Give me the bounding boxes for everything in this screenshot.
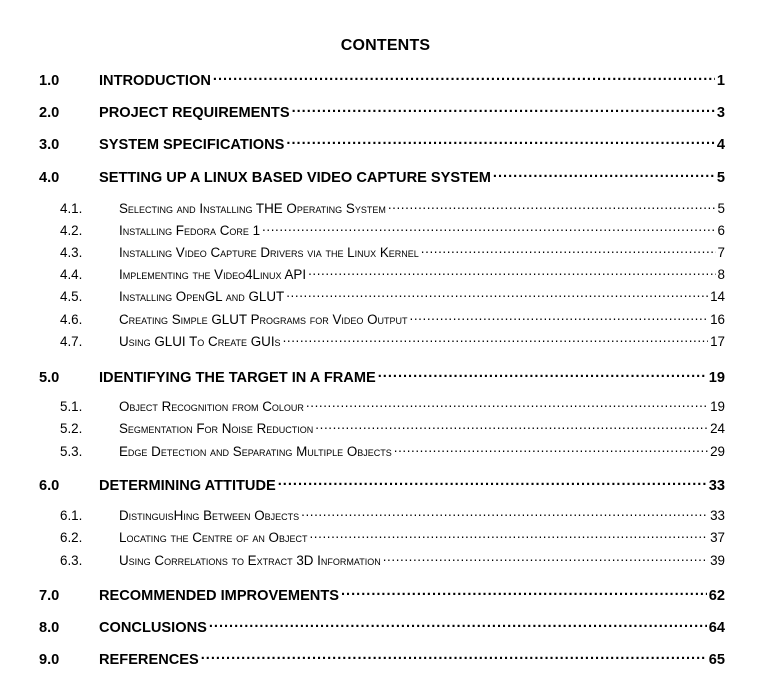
toc-entry-number: 1.0 [39,72,60,89]
dot-leader [378,367,707,382]
toc-entry-title: DETERMINING ATTITUDE [99,477,276,494]
dot-leader [292,102,715,117]
dot-leader [278,475,707,490]
toc-subentry[interactable] [60,266,725,283]
dot-leader [262,222,716,235]
toc-entry-page: 6 [717,223,725,239]
toc-subentry[interactable] [60,222,725,239]
toc-entry-page: 14 [710,289,725,305]
toc-entry-number: 3.0 [39,136,60,153]
toc-entry-title: Implementing the Video4Linux API [119,267,307,283]
toc-entry-title: REFERENCES [99,651,199,668]
dot-leader [308,266,715,279]
toc-entry-number: 4.1. [60,201,83,217]
toc-title: CONTENTS [340,37,431,54]
toc-entry-number: 4.5. [60,289,83,305]
dot-leader [201,649,707,664]
dot-leader [283,333,709,346]
toc-entry-number: 6.3. [60,553,83,569]
toc-subentry[interactable] [60,333,725,350]
toc-entry[interactable] [39,167,725,187]
toc-entry[interactable] [39,649,725,669]
toc-entry-page: 1 [716,72,725,89]
toc-entry-page: 37 [710,530,725,546]
toc-entry-number: 6.1. [60,508,83,524]
toc-entry-title: Edge Detection and Separating Multiple Objects [119,444,392,460]
toc-subentry[interactable] [60,529,725,546]
toc-subentry[interactable] [60,398,725,415]
toc-entry-title: Using Correlations to Extract 3D Information [119,553,381,569]
toc-entry-title: Selecting and Installing THE Operating System [119,201,386,217]
toc-entry-title: RECOMMENDED IMPROVEMENTS [99,587,339,604]
toc-entry-title: SETTING UP A LINUX BASED VIDEO CAPTURE SYSTEM [99,169,491,186]
dot-leader [309,529,708,542]
dot-leader [383,552,708,565]
toc-entry-number: 5.0 [39,369,60,386]
toc-subentry[interactable] [60,420,725,437]
dot-leader [315,420,708,433]
toc-entry-number: 4.0 [39,169,60,186]
toc-entry-page: 19 [710,399,725,415]
toc-subentry[interactable] [60,443,725,460]
toc-entry-page: 62 [708,587,725,604]
toc-subentry[interactable] [60,288,725,305]
toc-subentry[interactable] [60,552,725,569]
toc-entry-number: 9.0 [39,651,60,668]
toc-entry-title: Installing Fedora Core 1 [119,223,261,239]
toc-entry-number: 5.3. [60,444,83,460]
toc-subentry[interactable] [60,244,725,261]
toc-entry-page: 17 [710,334,725,350]
toc-entry-title: SYSTEM SPECIFICATIONS [99,136,285,153]
toc-entry-page: 24 [710,421,725,437]
dot-leader [213,70,715,85]
dot-leader [306,398,708,411]
toc-entry-title: Installing Video Capture Drivers via the Linux Kernel [119,245,419,261]
toc-entry-number: 7.0 [39,587,60,604]
toc-entry-page: 39 [710,553,725,569]
toc-entry[interactable] [39,134,725,154]
toc-entry-title: IDENTIFYING THE TARGET IN A FRAME [99,369,376,386]
toc-subentry[interactable] [60,200,725,217]
toc-entry-title: INTRODUCTION [99,72,211,89]
toc-entry-page: 29 [710,444,725,460]
toc-entry-number: 4.4. [60,267,83,283]
toc-entry-page: 7 [717,245,725,261]
toc-entry-number: 6.0 [39,477,60,494]
dot-leader [394,443,708,456]
toc-entry-number: 5.2. [60,421,83,437]
toc-entry-title: DistinguisHing Between Objects [119,508,300,524]
toc-entry-page: 5 [716,169,725,186]
dot-leader [410,311,709,324]
toc-entry-page: 33 [710,508,725,524]
toc-entry-title: Creating Simple GLUT Programs for Video Output [119,312,408,328]
dot-leader [286,134,714,149]
toc-entry-page: 3 [716,104,725,121]
toc-subentry[interactable] [60,311,725,328]
toc-entry-title: Installing OpenGL and GLUT [119,289,285,305]
toc-entry[interactable] [39,102,725,122]
toc-entry[interactable] [39,617,725,637]
toc-subentry[interactable] [60,507,725,524]
dot-leader [341,585,707,600]
toc-entry-title: Segmentation For Noise Reduction [119,421,314,437]
dot-leader [301,507,708,520]
toc-entry-title: Object Recognition from Colour [119,399,304,415]
toc-entry-page: 64 [708,619,725,636]
toc-entry-number: 2.0 [39,104,60,121]
toc-entry[interactable] [39,70,725,90]
toc-entry-page: 65 [708,651,725,668]
toc-entry[interactable] [39,367,725,387]
toc-entry-page: 33 [708,477,725,494]
toc-entry-title: Locating the Centre of an Object [119,530,308,546]
toc-entry[interactable] [39,585,725,605]
dot-leader [493,167,715,182]
toc-entry-page: 19 [708,369,725,386]
dot-leader [388,200,716,213]
dot-leader [421,244,716,257]
toc-entry-title: PROJECT REQUIREMENTS [99,104,290,121]
toc-entry-page: 4 [716,136,725,153]
toc-entry-page: 5 [717,201,725,217]
toc-entry-page: 16 [710,312,725,328]
toc-entry-number: 4.7. [60,334,83,350]
toc-entry[interactable] [39,475,725,495]
toc-entry-number: 4.3. [60,245,83,261]
toc-entry-number: 4.2. [60,223,83,239]
toc-entry-page: 8 [717,267,725,283]
dot-leader [286,288,708,301]
dot-leader [209,617,707,632]
toc-entry-number: 4.6. [60,312,83,328]
toc-entry-title: CONCLUSIONS [99,619,207,636]
toc-entry-number: 8.0 [39,619,60,636]
toc-entry-number: 5.1. [60,399,83,415]
toc-entry-number: 6.2. [60,530,83,546]
toc-entry-title: Using GLUI To Create GUIs [119,334,281,350]
